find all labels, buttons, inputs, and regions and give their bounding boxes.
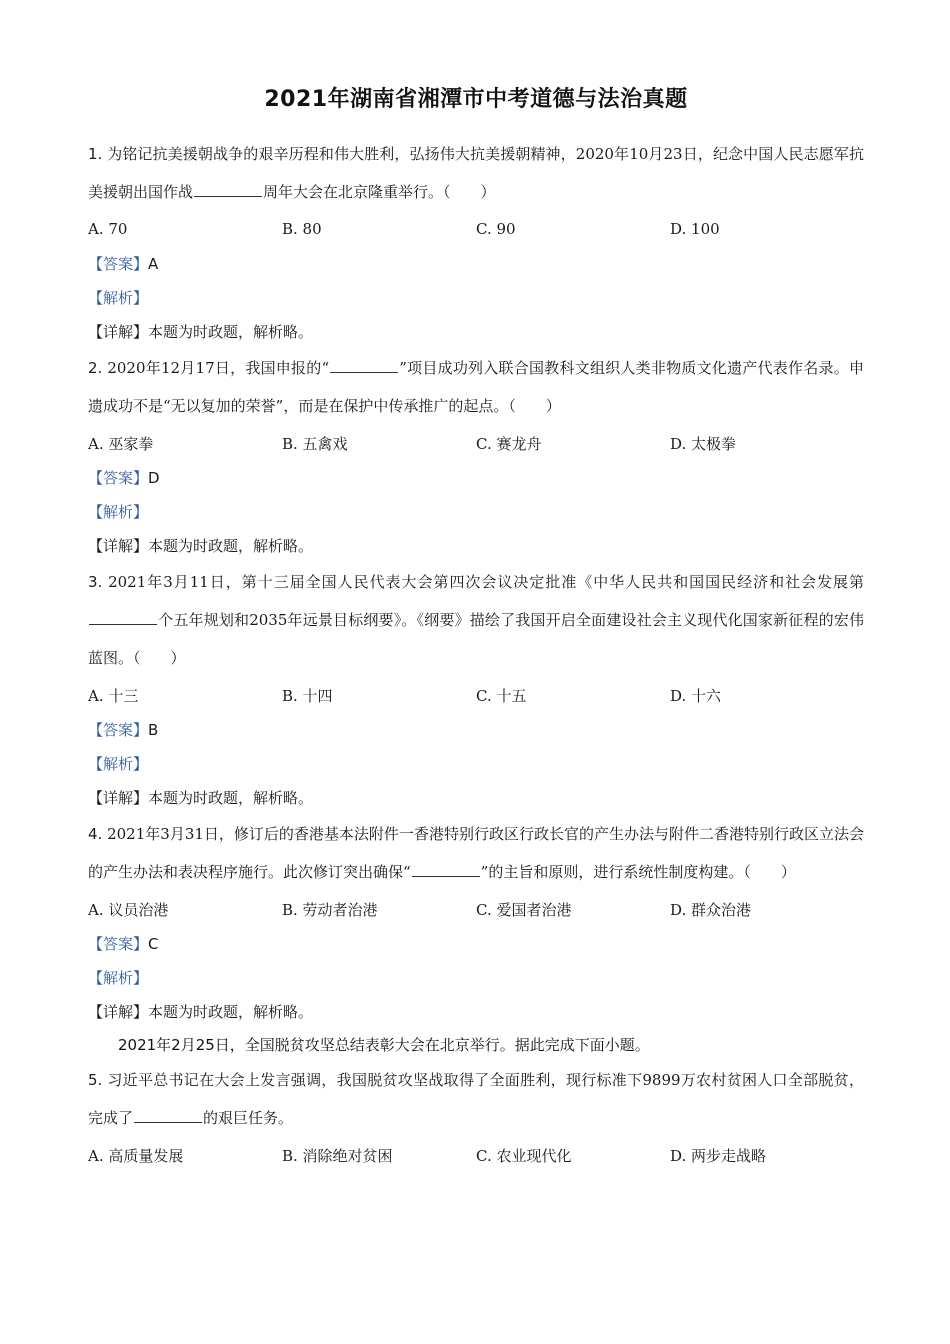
analysis-line <box>88 281 864 315</box>
fill-blank <box>194 182 262 197</box>
question-5 <box>88 1061 864 1173</box>
question-text <box>88 135 864 211</box>
answer-line <box>88 461 864 495</box>
option-a: A. 70 <box>88 220 128 238</box>
detail-text: 本题为时政题，解析略。 <box>148 323 314 341</box>
question-stem-part-b: 个五年规划和2035年远景目标纲要》。《纲要》描绘了我国开启全面建设社会主义现代化国家新征程的宏伟蓝图。（ ） <box>88 611 864 667</box>
page-title: 2021年湖南省湘潭市中考道德与法治真题 <box>264 87 688 112</box>
analysis-line <box>88 747 864 781</box>
detail-line <box>88 315 864 349</box>
question-text <box>88 815 864 891</box>
question-stem-part-a: 2021年3月31日，修订后的香港基本法附件一香港特别行政区行政长官的产生办法与附件二香港特别行政区立法会的产生办法和表决程序施行。此次修订突出确保“ <box>88 825 864 881</box>
question-number: 1. <box>88 145 103 163</box>
option-a: A. 高质量发展 <box>88 1146 184 1165</box>
question-number: 5. <box>88 1071 103 1089</box>
question-1 <box>88 135 864 349</box>
analysis-label: 【解析】 <box>88 503 149 521</box>
question-number: 2. <box>88 359 103 377</box>
option-b: B. 80 <box>282 220 322 238</box>
option-a: A. 十三 <box>88 686 139 705</box>
answer-line <box>88 713 864 747</box>
question-stem-part-a: 习近平总书记在大会上发言强调，我国脱贫攻坚战取得了全面胜利，现行标准下9899万农村贫困人口全部脱贫，完成了 <box>88 1071 864 1127</box>
fill-blank <box>330 358 398 373</box>
question-3 <box>88 563 864 815</box>
answer-line <box>88 247 864 281</box>
option-d: D. 太极拳 <box>670 434 737 453</box>
detail-label: 【详解】 <box>88 537 149 555</box>
detail-text: 本题为时政题，解析略。 <box>148 537 314 555</box>
question-stem-part-b: 的艰巨任务。 <box>203 1109 294 1127</box>
question-stem-part-b: 周年大会在北京隆重举行。（ ） <box>263 183 496 201</box>
group-context: 2021年2月25日，全国脱贫攻坚总结表彰大会在北京举行。据此完成下面小题。 <box>118 1036 650 1054</box>
answer-value: B <box>148 721 159 739</box>
exam-page <box>88 82 864 1173</box>
option-list <box>88 211 864 247</box>
option-c: C. 爱国者治港 <box>476 900 572 919</box>
option-d: D. 十六 <box>670 686 722 705</box>
option-b: B. 十四 <box>282 686 333 705</box>
option-list <box>88 1137 864 1173</box>
analysis-label: 【解析】 <box>88 289 149 307</box>
question-stem-part-b: ”的主旨和原则，进行系统性制度构建。（ ） <box>480 863 796 881</box>
question-stem-part-a: 为铭记抗美援朝战争的艰辛历程和伟大胜利，弘扬伟大抗美援朝精神，2020年10月23日，纪念中国人民志愿军抗美援朝出国作战 <box>88 145 864 201</box>
fill-blank <box>89 610 157 625</box>
analysis-label: 【解析】 <box>88 755 149 773</box>
answer-label: 【答案】 <box>88 721 149 739</box>
answer-label: 【答案】 <box>88 469 149 487</box>
answer-value: D <box>148 469 160 487</box>
option-list <box>88 425 864 461</box>
option-d: D. 两步走战略 <box>670 1146 767 1165</box>
detail-line <box>88 995 864 1029</box>
question-text <box>88 349 864 425</box>
detail-label: 【详解】 <box>88 1003 149 1021</box>
question-stem-part-b: ”项目成功列入联合国教科文组织人类非物质文化遗产代表作名录。申遗成功不是“无以复加的荣誉”，而是在保护中传承推广的起点。（ ） <box>88 359 864 415</box>
answer-value: C <box>148 935 159 953</box>
question-number: 3. <box>88 573 103 591</box>
option-d: D. 群众治港 <box>670 900 752 919</box>
option-a: A. 议员治港 <box>88 900 169 919</box>
option-b: B. 消除绝对贫困 <box>282 1146 393 1165</box>
question-text <box>88 1061 864 1137</box>
detail-line <box>88 781 864 815</box>
detail-text: 本题为时政题，解析略。 <box>148 789 314 807</box>
option-list <box>88 891 864 927</box>
fill-blank <box>412 862 480 877</box>
question-stem-part-a: 2021年3月11日，第十三届全国人民代表大会第四次会议决定批准《中华人民共和国国民经济和社会发展第 <box>108 573 864 591</box>
option-c: C. 农业现代化 <box>476 1146 572 1165</box>
answer-label: 【答案】 <box>88 255 149 273</box>
question-stem-part-a: 2020年12月17日，我国申报的“ <box>107 359 330 377</box>
question-2 <box>88 349 864 563</box>
option-list <box>88 677 864 713</box>
analysis-line <box>88 961 864 995</box>
detail-text: 本题为时政题，解析略。 <box>148 1003 314 1021</box>
option-b: B. 劳动者治港 <box>282 900 378 919</box>
option-a: A. 巫家拳 <box>88 434 154 453</box>
option-c: C. 赛龙舟 <box>476 434 542 453</box>
detail-line <box>88 529 864 563</box>
answer-label: 【答案】 <box>88 935 149 953</box>
analysis-label: 【解析】 <box>88 969 149 987</box>
question-number: 4. <box>88 825 103 843</box>
analysis-line <box>88 495 864 529</box>
detail-label: 【详解】 <box>88 789 149 807</box>
question-text <box>88 563 864 677</box>
answer-value: A <box>148 255 159 273</box>
option-c: C. 90 <box>476 220 516 238</box>
option-d: D. 100 <box>670 220 720 238</box>
detail-label: 【详解】 <box>88 323 149 341</box>
question-4 <box>88 815 864 1029</box>
answer-line <box>88 927 864 961</box>
fill-blank <box>134 1108 202 1123</box>
option-c: C. 十五 <box>476 686 527 705</box>
option-b: B. 五禽戏 <box>282 434 348 453</box>
